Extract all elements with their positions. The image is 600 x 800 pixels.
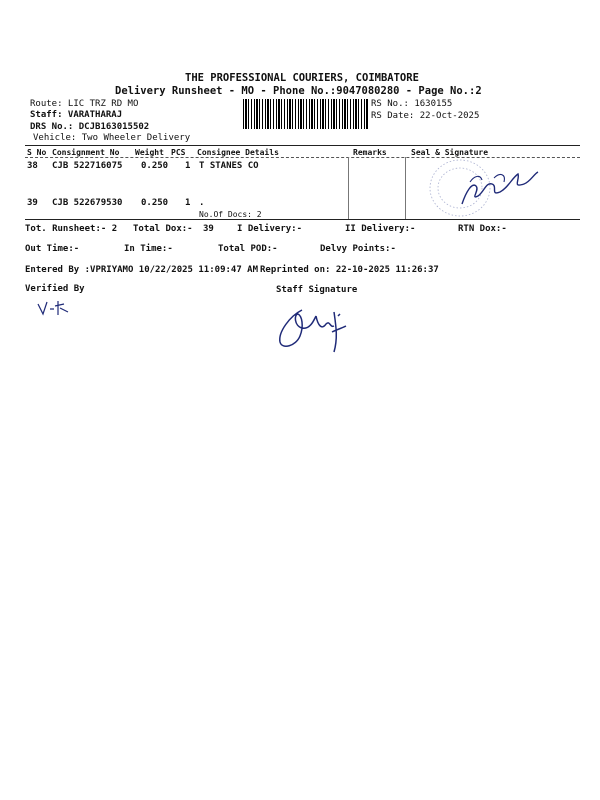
row-38-consignment: CJB 522716075	[52, 161, 123, 171]
rs-date: RS Date: 22-Oct-2025	[371, 111, 480, 121]
row-38-consignee: T STANES CO	[199, 161, 259, 171]
total-dox-label: Total Dox:-	[133, 224, 193, 234]
verified-by-label: Verified By	[25, 284, 85, 294]
col-pcs: PCS	[171, 148, 186, 157]
total-pod: Total POD:-	[218, 244, 278, 254]
in-time: In Time:-	[124, 244, 173, 254]
row-38-pcs: 1	[185, 161, 191, 171]
staff-text: Staff: VARATHARAJ	[30, 110, 123, 120]
col-remarks: Remarks	[353, 148, 387, 157]
seal-stamp-signature	[420, 152, 550, 224]
barcode	[243, 99, 368, 129]
entered-by: Entered By :VPRIYAMO 10/22/2025 11:09:47 AM	[25, 265, 258, 275]
row-39-sno: 39	[27, 198, 38, 208]
staff-signature	[272, 302, 362, 360]
row-39-pcs: 1	[185, 198, 191, 208]
total-dox-value: 39	[203, 224, 214, 234]
col-weight: Weight	[135, 148, 164, 157]
col-consignment: Consignment No	[52, 148, 120, 157]
col-seal-signature: Seal & Signature	[411, 148, 489, 157]
no-of-docs: No.Of Docs: 2	[199, 210, 262, 219]
table-top-rule	[25, 145, 580, 146]
company-title: THE PROFESSIONAL COURIERS, COIMBATORE	[185, 72, 419, 84]
verified-initials	[36, 298, 76, 320]
tot-runsheet: Tot. Runsheet:- 2	[25, 224, 118, 234]
col-sno: S No	[27, 148, 47, 157]
row-38-sno: 38	[27, 161, 38, 171]
runsheet-subtitle: Delivery Runsheet - MO - Phone No.:9047080280 - Page No.:2	[115, 85, 482, 97]
ii-delivery: II Delivery:-	[345, 224, 416, 234]
route-text: Route: LIC TRZ RD MO	[30, 99, 139, 109]
drs-number: DRS No.: DCJB163015502	[30, 122, 150, 132]
delvy-points: Delvy Points:-	[320, 244, 396, 254]
out-time: Out Time:-	[25, 244, 80, 254]
i-delivery: I Delivery:-	[237, 224, 303, 234]
remarks-divider-right	[405, 157, 406, 219]
rtn-dox: RTN Dox:-	[458, 224, 507, 234]
staff-signature-label: Staff Signature	[276, 285, 358, 295]
vehicle-text: Vehicle: Two Wheeler Delivery	[33, 133, 191, 143]
col-consignee: Consignee Details	[197, 148, 279, 157]
reprinted-on: Reprinted on: 22-10-2025 11:26:37	[260, 265, 439, 275]
row-39-weight: 0.250	[141, 198, 169, 208]
rs-number: RS No.: 1630155	[371, 99, 453, 109]
row-39-consignee: .	[199, 198, 205, 208]
row-39-consignment: CJB 522679530	[52, 198, 123, 208]
remarks-divider-left	[348, 157, 349, 219]
row-38-weight: 0.250	[141, 161, 169, 171]
